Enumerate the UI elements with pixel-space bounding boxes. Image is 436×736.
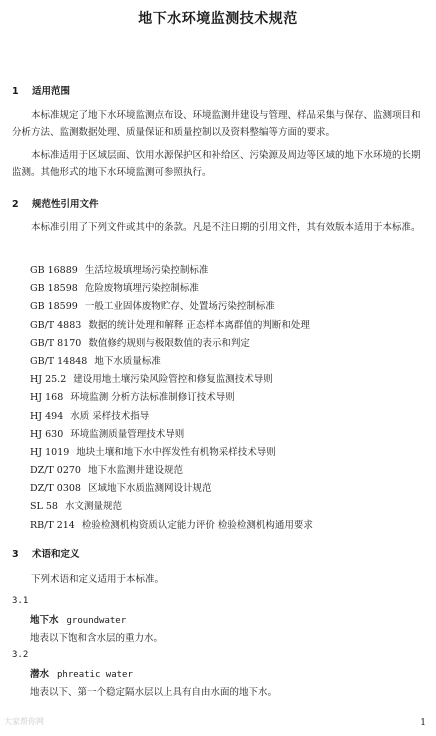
reference-item bbox=[30, 517, 313, 535]
document-title: 地下水环境监测技术规范 bbox=[138, 11, 298, 27]
section-title: 规范性引用文件 bbox=[32, 199, 99, 210]
watermark: 大家帮你网 bbox=[4, 717, 44, 726]
term-entry bbox=[30, 666, 133, 680]
section-heading bbox=[12, 196, 99, 210]
reference-title: 危险废物填埋污染控制标准 bbox=[84, 283, 199, 295]
paragraph: 本标准引用了下列文件或其中的条款。凡是不注日期的引用文件，其有效版本适用于本标准。 bbox=[31, 222, 421, 233]
section-number: 1 bbox=[12, 86, 19, 97]
reference-title: 水文测量规范 bbox=[64, 501, 122, 513]
reference-title: 检验检测机构资质认定能力评价 检验检测机构通用要求 bbox=[81, 519, 313, 531]
reference-item bbox=[30, 371, 313, 389]
section-number: 3 bbox=[12, 549, 19, 560]
reference-title: 地下水质量标准 bbox=[94, 355, 161, 367]
term-name: 地下水 bbox=[30, 615, 59, 626]
reference-item bbox=[30, 480, 313, 498]
reference-code: GB 18598 bbox=[30, 283, 78, 295]
paragraph: 本标准规定了地下水环境监测点布设、环境监测井建设与管理、样品采集与保存、监测项目和分析方法、监测数据处理、质量保证和质量控制以及资料整编等方面的要求。 bbox=[12, 110, 421, 138]
term-entry bbox=[30, 612, 126, 626]
reference-title: 建设用地土壤污染风险管控和修复监测技术导则 bbox=[73, 374, 273, 386]
section-heading bbox=[12, 83, 70, 97]
term-english: groundwater bbox=[66, 616, 127, 626]
reference-code: HJ 25.2 bbox=[30, 374, 67, 386]
term-number: 3.2 bbox=[12, 650, 29, 660]
reference-code: HJ 494 bbox=[30, 410, 64, 422]
reference-item bbox=[30, 335, 313, 353]
paragraph: 下列术语和定义适用于本标准。 bbox=[31, 574, 165, 585]
reference-code: GB/T 14848 bbox=[30, 355, 88, 367]
reference-title: 水质 采样技术指导 bbox=[70, 410, 150, 422]
reference-item bbox=[30, 426, 313, 444]
term-definition: 地表以下饱和含水层的重力水。 bbox=[30, 633, 164, 644]
reference-item bbox=[30, 462, 313, 480]
term-name: 潜水 bbox=[30, 669, 50, 680]
reference-code: HJ 1019 bbox=[30, 446, 70, 458]
reference-title: 数值修约规则与极限数值的表示和判定 bbox=[88, 337, 250, 349]
reference-title: 地块土壤和地下水中挥发性有机物采样技术导则 bbox=[76, 446, 276, 458]
term-number: 3.1 bbox=[12, 596, 29, 606]
reference-title: 环境监测质量管理技术导则 bbox=[70, 428, 185, 440]
reference-item bbox=[30, 353, 313, 371]
reference-code: DZ/T 0270 bbox=[30, 465, 81, 477]
reference-item bbox=[30, 280, 313, 298]
reference-code: HJ 168 bbox=[30, 392, 64, 404]
reference-item bbox=[30, 408, 313, 426]
page-number: 1 bbox=[420, 718, 426, 728]
reference-item bbox=[30, 498, 313, 516]
reference-title: 一般工业固体废物贮存、处置场污染控制标准 bbox=[84, 301, 275, 313]
paragraph: 本标准适用于区域层面、饮用水源保护区和补给区、污染源及周边等区域的地下水环境的长期监测。其他形式的地下水环境监测可参照执行。 bbox=[12, 150, 421, 178]
section-title: 适用范围 bbox=[32, 86, 71, 97]
reference-item bbox=[30, 298, 313, 316]
term-definition: 地表以下、第一个稳定隔水层以上具有自由水面的地下水。 bbox=[30, 687, 278, 698]
reference-code: SL 58 bbox=[30, 501, 58, 513]
reference-title: 数据的统计处理和解释 正态样本离群值的判断和处理 bbox=[88, 319, 310, 331]
section-heading bbox=[12, 546, 80, 560]
reference-code: GB 16889 bbox=[30, 265, 78, 276]
reference-title: 环境监测 分析方法标准制修订技术导则 bbox=[70, 392, 235, 404]
reference-code: RB/T 214 bbox=[30, 519, 75, 531]
reference-list bbox=[30, 262, 313, 535]
reference-title: 生活垃圾填埋场污染控制标准 bbox=[84, 265, 209, 276]
reference-item bbox=[30, 444, 313, 462]
reference-title: 地下水监测井建设规范 bbox=[87, 465, 183, 477]
reference-item bbox=[30, 389, 313, 407]
reference-code: GB/T 4883 bbox=[30, 319, 82, 331]
reference-title: 区域地下水质监测网设计规范 bbox=[87, 483, 212, 495]
reference-code: HJ 630 bbox=[30, 428, 64, 440]
section-number: 2 bbox=[12, 199, 19, 210]
reference-code: GB 18599 bbox=[30, 301, 78, 313]
section-title: 术语和定义 bbox=[32, 549, 80, 560]
reference-item bbox=[30, 317, 313, 335]
term-english: phreatic water bbox=[57, 670, 133, 680]
reference-item bbox=[30, 262, 313, 280]
reference-code: GB/T 8170 bbox=[30, 337, 82, 349]
reference-code: DZ/T 0308 bbox=[30, 483, 81, 495]
